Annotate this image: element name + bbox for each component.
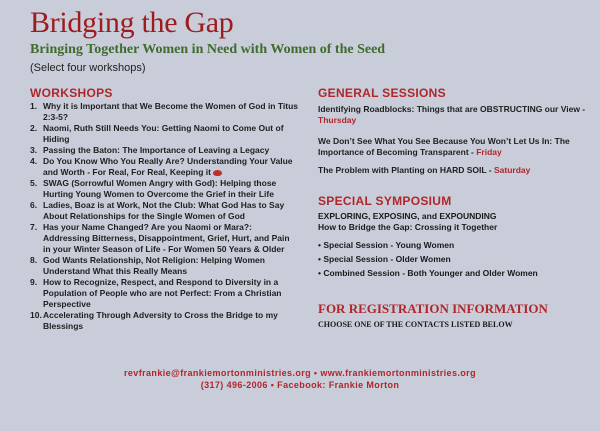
workshops-list	[30, 101, 298, 332]
list-item	[30, 123, 298, 145]
workshop-title: Do You Know Who You Really Are? Understanding Your Value and Worth - For Real, For Real, Keeping it	[43, 156, 293, 177]
list-item	[30, 156, 298, 178]
workshop-title: How to Recognize, Respect, and Respond to Diversity in a Population of People who are not Perfect: From a Christian Perspective	[43, 277, 282, 309]
page-subtitle: Bringing Together Women in Need with Women of the Seed	[30, 42, 386, 57]
symposium-line-1: EXPLORING, EXPOSING, and EXPOUNDING	[318, 211, 497, 221]
list-item	[30, 145, 298, 156]
session-title: We Don’t See What You See Because You Won’t Let Us In: The Importance of Becoming Transparent -	[318, 136, 570, 157]
select-instruction: (Select four workshops)	[30, 62, 146, 74]
workshop-number: 7.	[30, 222, 38, 232]
session-day: Saturday	[494, 165, 531, 175]
general-sessions-heading: GENERAL SESSIONS	[318, 86, 446, 100]
workshop-number: 9.	[30, 277, 38, 287]
session-title: Identifying Roadblocks: Things that are OBSTRUCTING our View -	[318, 104, 586, 114]
list-item	[30, 101, 298, 123]
workshop-title: Ladies, Boaz is at Work, Not the Club: What God Has to Say About Relationships for the Single Women of God	[43, 200, 285, 221]
workshop-title: Has your Name Changed? Are you Naomi or Mara?: Addressing Bitterness, Disappointment, Grief, Hurt, and Pain in your Winter Season of Life - For Women 50 Years & Older	[43, 222, 290, 254]
general-session-item	[318, 104, 586, 126]
session-title: The Problem with Planting on HARD SOIL -	[318, 165, 494, 175]
list-item: • Combined Session - Both Younger and Older Women	[318, 268, 538, 278]
general-session-item	[318, 165, 586, 176]
workshop-number: 4.	[30, 156, 38, 166]
workshop-title: Accelerating Through Adversity to Cross the Bridge to my Blessings	[43, 310, 278, 331]
registration-heading: FOR REGISTRATION INFORMATION	[318, 301, 548, 316]
list-item	[30, 255, 298, 277]
list-item: • Special Session - Young Women	[318, 240, 455, 250]
workshop-title: SWAG (Sorrowful Women Angry with God): Helping those Hurting Young Women to Overcome the Grief in their Life	[43, 178, 277, 199]
list-item	[30, 222, 298, 255]
workshops-heading: WORKSHOPS	[30, 86, 113, 100]
footer-phone-line: (317) 496-2006 • Facebook: Frankie Morton	[200, 380, 400, 390]
workshop-title: Naomi, Ruth Still Needs You: Getting Naomi to Come Out of Hiding	[43, 123, 284, 144]
workshop-number: 1.	[30, 101, 38, 111]
session-day: Thursday	[318, 115, 357, 125]
list-item: • Special Session - Older Women	[318, 254, 451, 264]
workshop-number: 5.	[30, 178, 38, 188]
workshop-number: 3.	[30, 145, 38, 155]
workshop-title: God Wants Relationship, Not Religion: Helping Women Understand What this Really Means	[43, 255, 265, 276]
workshop-title: Why it is Important that We Become the Women of God in Titus 2:3-5?	[43, 101, 299, 122]
lips-icon	[213, 170, 222, 176]
list-item	[30, 200, 298, 222]
workshop-number: 2.	[30, 123, 38, 133]
symposium-line-2: How to Bridge the Gap: Crossing it Together	[318, 222, 498, 232]
list-item	[30, 310, 298, 332]
session-day: Friday	[476, 147, 502, 157]
general-session-item	[318, 136, 586, 158]
page-title: Bridging the Gap	[30, 6, 234, 39]
workshop-title: Passing the Baton: The Importance of Leaving a Legacy	[43, 145, 270, 155]
symposium-sessions	[318, 238, 588, 280]
workshop-number: 8.	[30, 255, 38, 265]
list-item	[30, 277, 298, 310]
list-item	[30, 178, 298, 200]
workshop-number: 10.	[30, 310, 42, 320]
footer-contact-line: revfrankie@frankiemortonministries.org • www.frankiemortonministries.org	[124, 368, 476, 378]
workshop-number: 6.	[30, 200, 38, 210]
symposium-heading: SPECIAL SYMPOSIUM	[318, 194, 452, 208]
registration-subheading: CHOOSE ONE OF THE CONTACTS LISTED BELOW	[318, 320, 513, 329]
